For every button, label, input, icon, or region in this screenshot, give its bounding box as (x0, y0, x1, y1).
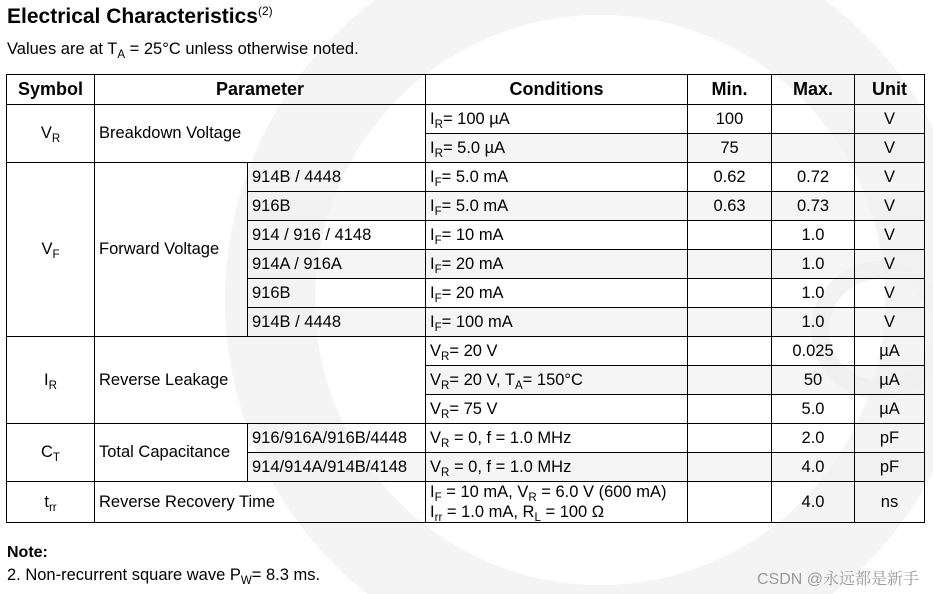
min-cell (688, 221, 772, 250)
header-parameter: Parameter (95, 75, 426, 105)
table-row (7, 424, 925, 453)
unit-cell: V (855, 308, 925, 337)
symbol-cell: $V_R$ (7, 105, 95, 163)
part-cell: 916B (248, 192, 426, 221)
max-cell: 1.0 (772, 221, 855, 250)
unit-cell: V (855, 221, 925, 250)
part-cell: 914B / 4448 (248, 163, 426, 192)
max-cell (772, 105, 855, 134)
max-cell: 4.0 (772, 453, 855, 482)
min-cell (688, 279, 772, 308)
parameter-cell: Forward Voltage (95, 163, 248, 337)
condition-cell: $V_R= 20$ V (426, 337, 688, 366)
condition-cell: $I_F= 5.0$ mA (426, 163, 688, 192)
condition-cell (426, 482, 688, 523)
max-cell: 50 (772, 366, 855, 395)
note-text: 2. Non-recurrent square wave $P_W= 8.3$ ms. (7, 566, 321, 587)
condition-cell: $I_R= 5.0$ µA (426, 134, 688, 163)
min-cell (688, 366, 772, 395)
parameter-cell: Reverse Leakage (95, 337, 426, 424)
max-cell: 1.0 (772, 308, 855, 337)
condition-cell: $I_F= 20$ mA (426, 250, 688, 279)
unit-cell: ns (855, 482, 925, 523)
max-cell: 5.0 (772, 395, 855, 424)
unit-cell: V (855, 279, 925, 308)
part-cell: 914/914A/914B/4148 (248, 453, 426, 482)
condition-cell: $I_R= 100$ µA (426, 105, 688, 134)
max-cell: 1.0 (772, 279, 855, 308)
unit-cell: µA (855, 366, 925, 395)
max-cell: 4.0 (772, 482, 855, 523)
condition-line: $I_{rr} = 1.0$ mA, $R_L = 100$ Ω (430, 503, 605, 523)
min-cell (688, 424, 772, 453)
table-row (7, 105, 925, 134)
header-max: Max. (772, 75, 855, 105)
part-cell: 916/916A/916B/4448 (248, 424, 426, 453)
part-cell: 914 / 916 / 4148 (248, 221, 426, 250)
unit-cell: µA (855, 395, 925, 424)
part-cell: 914B / 4448 (248, 308, 426, 337)
min-cell (688, 395, 772, 424)
min-cell (688, 308, 772, 337)
part-cell: 914A / 916A (248, 250, 426, 279)
table-row (7, 482, 925, 523)
note-heading: Note: (7, 544, 48, 561)
min-cell (688, 250, 772, 279)
parameter-cell: Breakdown Voltage (95, 105, 426, 163)
table-row (7, 337, 925, 366)
symbol-cell: $V_F$ (7, 163, 95, 337)
max-cell: 0.72 (772, 163, 855, 192)
condition-cell: $V_R = 0$, f = 1.0 MHz (426, 424, 688, 453)
condition-cell: $V_R= 75$ V (426, 395, 688, 424)
header-unit: Unit (855, 75, 925, 105)
part-cell: 916B (248, 279, 426, 308)
min-cell (688, 482, 772, 523)
condition-cell: $V_R = 0$, f = 1.0 MHz (426, 453, 688, 482)
max-cell (772, 134, 855, 163)
unit-cell: V (855, 134, 925, 163)
max-cell: 0.025 (772, 337, 855, 366)
condition-cell: $I_F= 20$ mA (426, 279, 688, 308)
min-cell: 0.62 (688, 163, 772, 192)
footnote-ref: (2) (257, 4, 273, 18)
header-min: Min. (688, 75, 772, 105)
section-title: Electrical Characteristics$^{(2)}$ (7, 4, 273, 28)
unit-cell: µA (855, 337, 925, 366)
unit-cell: V (855, 105, 925, 134)
min-cell: 75 (688, 134, 772, 163)
parameter-cell: Total Capacitance (95, 424, 248, 482)
condition-cell: $I_F= 10$ mA (426, 221, 688, 250)
unit-cell: V (855, 192, 925, 221)
table-row (7, 163, 925, 192)
header-row (7, 75, 925, 105)
section-subtitle: Values are at $T_A = 25^\circ C$ unless otherwise noted. (7, 40, 359, 61)
header-symbol: Symbol (7, 75, 95, 105)
condition-cell: $V_R= 20$ V, $T_A= 150^\circ C$ (426, 366, 688, 395)
symbol-cell: $I_R$ (7, 337, 95, 424)
min-cell: 100 (688, 105, 772, 134)
max-cell: 1.0 (772, 250, 855, 279)
condition-cell: $I_F= 100$ mA (426, 308, 688, 337)
unit-cell: pF (855, 424, 925, 453)
unit-cell: V (855, 163, 925, 192)
min-cell (688, 337, 772, 366)
condition-line: $I_F = 10$ mA, $V_R = 6.0$ V (600 mA) (430, 483, 667, 504)
min-cell (688, 453, 772, 482)
parameter-cell: Reverse Recovery Time (95, 482, 426, 523)
characteristics-table (6, 74, 925, 523)
max-cell: 2.0 (772, 424, 855, 453)
unit-cell: V (855, 250, 925, 279)
min-cell: 0.63 (688, 192, 772, 221)
symbol-cell: $t_{rr}$ (7, 482, 95, 523)
max-cell: 0.73 (772, 192, 855, 221)
condition-cell: $I_F= 5.0$ mA (426, 192, 688, 221)
header-conditions: Conditions (426, 75, 688, 105)
unit-cell: pF (855, 453, 925, 482)
symbol-cell: $C_T$ (7, 424, 95, 482)
source-watermark: CSDN @永远都是新手 (756, 571, 919, 588)
